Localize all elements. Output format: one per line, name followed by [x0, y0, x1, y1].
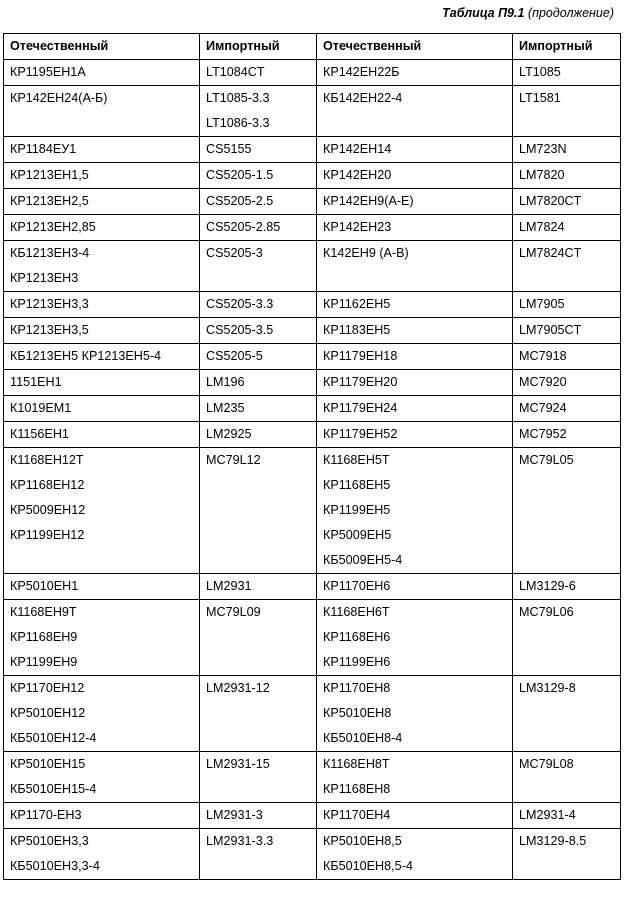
- imported-right-cell: [513, 60, 621, 86]
- domestic-left-cell: [4, 241, 200, 292]
- cell-line: КР5010ЕН8: [323, 706, 392, 720]
- domestic-right-cell: [317, 292, 513, 318]
- cell-line: КР1168ЕН6: [323, 630, 391, 644]
- cell-line: КР142ЕН22Б: [323, 65, 400, 79]
- domestic-right-cell: [317, 163, 513, 189]
- cell-line: К1156ЕН1: [10, 427, 69, 441]
- imported-right-cell: [513, 829, 621, 880]
- cell-line: LT1581: [519, 91, 561, 105]
- domestic-left-cell: [4, 752, 200, 803]
- header-domestic-left: Отечественный: [4, 34, 200, 60]
- imported-left-cell: [200, 752, 317, 803]
- analog-components-table: [3, 33, 621, 880]
- table-row: [4, 344, 621, 370]
- cell-line: КР5010ЕН15: [10, 757, 86, 771]
- cell-line: КР1179ЕН24: [323, 401, 398, 415]
- cell-line: КР5009ЕН5: [323, 528, 392, 542]
- imported-right-cell: [513, 752, 621, 803]
- table-body: [4, 60, 621, 880]
- domestic-left-cell: [4, 292, 200, 318]
- imported-left-cell: [200, 344, 317, 370]
- imported-right-cell: [513, 396, 621, 422]
- cell-line: КР1179ЕН18: [323, 349, 398, 363]
- domestic-left-cell: [4, 422, 200, 448]
- cell-line: КБ5010ЕН8-4: [323, 731, 403, 745]
- imported-right-cell: [513, 370, 621, 396]
- cell-line: MC79L08: [519, 757, 574, 771]
- cell-line: КР1199ЕН6: [323, 655, 391, 669]
- cell-line: CS5205-3.5: [206, 323, 274, 337]
- cell-line: КР1168ЕН12: [10, 478, 85, 492]
- cell-line: КР1179ЕН52: [323, 427, 398, 441]
- domestic-right-cell: [317, 370, 513, 396]
- cell-line: К1168ЕН12Т: [10, 453, 84, 467]
- domestic-left-cell: [4, 215, 200, 241]
- imported-right-cell: [513, 600, 621, 676]
- imported-left-cell: [200, 829, 317, 880]
- imported-right-cell: [513, 676, 621, 752]
- imported-right-cell: [513, 137, 621, 163]
- cell-line: КР1199ЕН9: [10, 655, 78, 669]
- cell-line: CS5205-2.5: [206, 194, 274, 208]
- cell-line: LM2931-12: [206, 681, 270, 695]
- domestic-right-cell: [317, 344, 513, 370]
- table-row: [4, 396, 621, 422]
- imported-left-cell: [200, 137, 317, 163]
- table-row: [4, 86, 621, 137]
- imported-left-cell: [200, 215, 317, 241]
- table-row: [4, 137, 621, 163]
- domestic-right-cell: [317, 600, 513, 676]
- domestic-right-cell: [317, 396, 513, 422]
- header-imported-left: Импортный: [200, 34, 317, 60]
- cell-line: КР142ЕН9(А-Е): [323, 194, 414, 208]
- domestic-right-cell: [317, 803, 513, 829]
- cell-line: КР1179ЕН20: [323, 375, 398, 389]
- table-row: [4, 752, 621, 803]
- cell-line: КР1170ЕН12: [10, 681, 85, 695]
- cell-line: КР1168ЕН5: [323, 478, 391, 492]
- cell-line: КР1199ЕН5: [323, 503, 391, 517]
- cell-line: КБ142ЕН22-4: [323, 91, 403, 105]
- imported-left-cell: [200, 422, 317, 448]
- domestic-left-cell: [4, 803, 200, 829]
- cell-line: КР5009ЕН12: [10, 503, 86, 517]
- cell-line: КР142ЕН24(А-Б): [10, 91, 108, 105]
- domestic-left-cell: [4, 137, 200, 163]
- cell-line: MC7924: [519, 401, 567, 415]
- cell-line: MC79L05: [519, 453, 574, 467]
- domestic-left-cell: [4, 163, 200, 189]
- imported-right-cell: [513, 215, 621, 241]
- cell-line: LM3129-8: [519, 681, 576, 695]
- cell-line: LM3129-6: [519, 579, 576, 593]
- imported-right-cell: [513, 803, 621, 829]
- domestic-left-cell: [4, 318, 200, 344]
- imported-left-cell: [200, 448, 317, 574]
- cell-line: К1019ЕМ1: [10, 401, 72, 415]
- domestic-left-cell: [4, 396, 200, 422]
- cell-line: К142ЕН9 (А-В): [323, 246, 409, 260]
- cell-line: КР5010ЕН8,5: [323, 834, 402, 848]
- cell-line: К1168ЕН5Т: [323, 453, 390, 467]
- imported-right-cell: [513, 448, 621, 574]
- cell-line: LM2931-4: [519, 808, 576, 822]
- table-row: [4, 574, 621, 600]
- cell-line: MC79L09: [206, 605, 261, 619]
- imported-left-cell: [200, 396, 317, 422]
- cell-line: MC79L06: [519, 605, 574, 619]
- domestic-right-cell: [317, 829, 513, 880]
- cell-line: КР1213ЕН3,3: [10, 297, 89, 311]
- table-row: [4, 676, 621, 752]
- cell-line: КБ1213ЕН5 КР1213ЕН5-4: [10, 349, 162, 363]
- imported-right-cell: [513, 318, 621, 344]
- cell-line: КР1168ЕН8: [323, 782, 391, 796]
- table-caption-title: Таблица П9.1: [442, 6, 525, 20]
- cell-line: CS5205-3: [206, 246, 263, 260]
- cell-line: CS5205-1.5: [206, 168, 274, 182]
- imported-left-cell: [200, 189, 317, 215]
- cell-line: 1151ЕН1: [10, 375, 62, 389]
- domestic-left-cell: [4, 189, 200, 215]
- imported-right-cell: [513, 163, 621, 189]
- cell-line: КР1195ЕН1А: [10, 65, 86, 79]
- cell-line: КР1183ЕН5: [323, 323, 391, 337]
- cell-line: MC7918: [519, 349, 567, 363]
- imported-right-cell: [513, 292, 621, 318]
- cell-line: КР5010ЕН3,3: [10, 834, 89, 848]
- cell-line: LT1086-3.3: [206, 116, 270, 130]
- table-row: [4, 189, 621, 215]
- cell-line: CS5155: [206, 142, 252, 156]
- cell-line: К1168ЕН9Т: [10, 605, 77, 619]
- cell-line: LM2931-15: [206, 757, 270, 771]
- cell-line: LM7824: [519, 220, 565, 234]
- cell-line: LM723N: [519, 142, 567, 156]
- domestic-left-cell: [4, 574, 200, 600]
- table-row: [4, 422, 621, 448]
- domestic-right-cell: [317, 86, 513, 137]
- cell-line: КР142ЕН23: [323, 220, 392, 234]
- domestic-left-cell: [4, 600, 200, 676]
- cell-line: LM2931-3: [206, 808, 263, 822]
- domestic-left-cell: [4, 448, 200, 574]
- table-row: [4, 829, 621, 880]
- cell-line: LT1085: [519, 65, 561, 79]
- cell-line: LM2931: [206, 579, 252, 593]
- domestic-right-cell: [317, 60, 513, 86]
- cell-line: КБ5010ЕН12-4: [10, 731, 97, 745]
- cell-line: К1168ЕН6Т: [323, 605, 390, 619]
- cell-line: КР1213ЕН3,5: [10, 323, 89, 337]
- table-caption: [442, 6, 614, 20]
- cell-line: КР1213ЕН1,5: [10, 168, 89, 182]
- domestic-right-cell: [317, 318, 513, 344]
- imported-left-cell: [200, 86, 317, 137]
- cell-line: MC7920: [519, 375, 567, 389]
- cell-line: КР5010ЕН1: [10, 579, 79, 593]
- cell-line: КБ5010ЕН3,3-4: [10, 859, 100, 873]
- domestic-right-cell: [317, 189, 513, 215]
- cell-line: LM2931-3.3: [206, 834, 274, 848]
- domestic-left-cell: [4, 370, 200, 396]
- imported-left-cell: [200, 163, 317, 189]
- cell-line: КР142ЕН14: [323, 142, 392, 156]
- cell-line: К1168ЕН8Т: [323, 757, 390, 771]
- imported-left-cell: [200, 676, 317, 752]
- imported-left-cell: [200, 574, 317, 600]
- cell-line: КБ1213ЕН3-4: [10, 246, 90, 260]
- cell-line: КР1162ЕН5: [323, 297, 391, 311]
- cell-line: КР1170-ЕН3: [10, 808, 82, 822]
- cell-line: MC79L12: [206, 453, 261, 467]
- domestic-left-cell: [4, 344, 200, 370]
- imported-left-cell: [200, 600, 317, 676]
- cell-line: LM7820: [519, 168, 565, 182]
- cell-line: КР5010ЕН12: [10, 706, 86, 720]
- domestic-right-cell: [317, 241, 513, 292]
- domestic-right-cell: [317, 215, 513, 241]
- cell-line: LM196: [206, 375, 245, 389]
- cell-line: LT1084CT: [206, 65, 265, 79]
- imported-left-cell: [200, 292, 317, 318]
- cell-line: КР1168ЕН9: [10, 630, 78, 644]
- domestic-right-cell: [317, 422, 513, 448]
- cell-line: КБ5009ЕН5-4: [323, 553, 403, 567]
- domestic-left-cell: [4, 60, 200, 86]
- imported-right-cell: [513, 241, 621, 292]
- table-row: [4, 600, 621, 676]
- table-row: [4, 60, 621, 86]
- cell-line: LM3129-8.5: [519, 834, 587, 848]
- cell-line: LM2925: [206, 427, 252, 441]
- domestic-right-cell: [317, 676, 513, 752]
- cell-line: LM7820CT: [519, 194, 582, 208]
- cell-line: CS5205-2.85: [206, 220, 281, 234]
- imported-right-cell: [513, 189, 621, 215]
- cell-line: КР1170ЕН6: [323, 579, 391, 593]
- table-row: [4, 318, 621, 344]
- imported-right-cell: [513, 344, 621, 370]
- cell-line: КР1170ЕН4: [323, 808, 391, 822]
- imported-left-cell: [200, 370, 317, 396]
- cell-line: CS5205-3.3: [206, 297, 274, 311]
- imported-left-cell: [200, 60, 317, 86]
- imported-left-cell: [200, 241, 317, 292]
- cell-line: MC7952: [519, 427, 567, 441]
- domestic-left-cell: [4, 676, 200, 752]
- header-domestic-right: Отечественный: [317, 34, 513, 60]
- cell-line: CS5205-5: [206, 349, 263, 363]
- cell-line: КБ5010ЕН15-4: [10, 782, 97, 796]
- cell-line: КБ5010ЕН8,5-4: [323, 859, 413, 873]
- table-row: [4, 292, 621, 318]
- table-row: [4, 241, 621, 292]
- imported-right-cell: [513, 86, 621, 137]
- cell-line: КР1170ЕН8: [323, 681, 391, 695]
- cell-line: КР1184ЕУ1: [10, 142, 77, 156]
- cell-line: LM235: [206, 401, 245, 415]
- table-row: [4, 163, 621, 189]
- imported-left-cell: [200, 803, 317, 829]
- table-header-row: [4, 34, 621, 60]
- imported-left-cell: [200, 318, 317, 344]
- domestic-right-cell: [317, 574, 513, 600]
- table-row: [4, 215, 621, 241]
- imported-right-cell: [513, 422, 621, 448]
- domestic-left-cell: [4, 829, 200, 880]
- domestic-right-cell: [317, 752, 513, 803]
- cell-line: КР1213ЕН2,5: [10, 194, 89, 208]
- cell-line: LT1085-3.3: [206, 91, 270, 105]
- cell-line: КР1199ЕН12: [10, 528, 85, 542]
- cell-line: КР1213ЕН3: [10, 271, 79, 285]
- cell-line: КР142ЕН20: [323, 168, 392, 182]
- imported-right-cell: [513, 574, 621, 600]
- table-row: [4, 803, 621, 829]
- header-imported-right: Импортный: [513, 34, 621, 60]
- domestic-right-cell: [317, 137, 513, 163]
- cell-line: КР1213ЕН2,85: [10, 220, 96, 234]
- table-row: [4, 370, 621, 396]
- table-caption-note: (продолжение): [527, 6, 614, 20]
- domestic-right-cell: [317, 448, 513, 574]
- cell-line: LM7905CT: [519, 323, 582, 337]
- cell-line: LM7905: [519, 297, 565, 311]
- domestic-left-cell: [4, 86, 200, 137]
- cell-line: LM7824CT: [519, 246, 582, 260]
- table-row: [4, 448, 621, 574]
